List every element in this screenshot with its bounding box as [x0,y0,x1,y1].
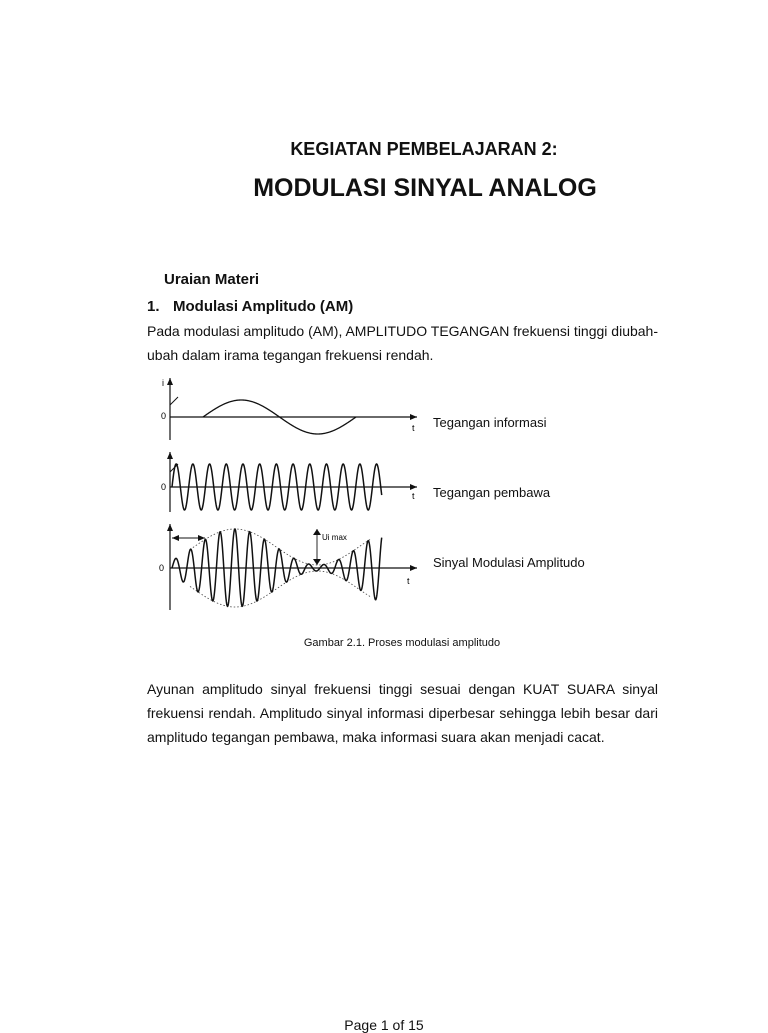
subsection-label: Modulasi Amplitudo (AM) [173,298,354,315]
axis-i-label: i [162,378,164,388]
panel-modulated [159,524,417,610]
envelope-lower [190,571,370,607]
paragraph-2: Ayunan amplitudo sinyal frekuensi tinggi sesuai dengan KUAT SUARA sinyal frekuensi rendah. Amplitudo sinyal informasi diperbesar sehingga lebih besar dari amplitudo tegangan pembawa, maka informasi suara akan menjadi cacat. [147,681,658,745]
page-title: MODULASI SINYAL ANALOG [253,174,597,202]
page-footer: Page 1 of 15 [344,1017,424,1033]
section-title: Uraian Materi [164,271,260,288]
axis-zero-label: 0 [159,563,165,573]
figure-caption: Gambar 2.1. Proses modulasi amplitudo [303,637,501,649]
axis-t-label: t [407,576,410,586]
panel-information [161,378,417,440]
panel-carrier [161,452,417,512]
ui-max-label: Ui max [322,533,347,542]
heading: KEGIATAN PEMBELAJARAN 2: [290,139,558,159]
paragraph-1: Pada modulasi amplitudo (AM), AMPLITUDO TEGANGAN frekuensi tinggi diubah-ubah dalam irama tegangan frekuensi rendah. [147,323,658,363]
subsection-title [147,298,353,315]
subsection-number: 1. [147,298,160,315]
axis-t-label: t [412,491,415,501]
axis-zero-label: 0 [161,482,167,492]
label-information: Tegangan informasi [433,415,547,430]
axis-t-label: t [412,423,415,433]
axis-zero-label: 0 [161,411,167,421]
label-carrier: Tegangan pembawa [433,485,551,500]
am-figure [150,372,450,617]
label-modulated: Sinyal Modulasi Amplitudo [433,555,585,570]
